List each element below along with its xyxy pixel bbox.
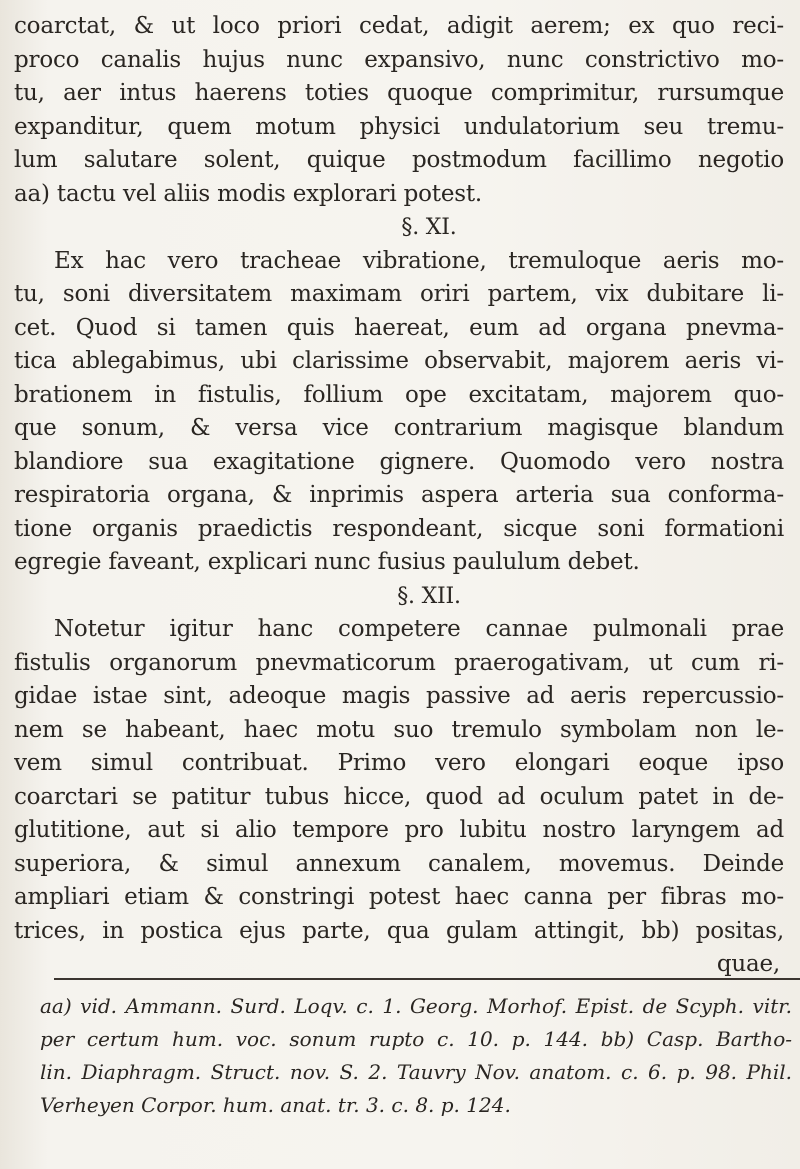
- text-line: brationem in fistulis, follium ope excitatam, majorem quo-: [14, 381, 784, 408]
- text-line: glutitione, aut si alio tempore pro lubitu nostro laryngem ad: [14, 817, 784, 843]
- text-line: coarctat, & ut loco priori cedat, adigit aerem; ex quo reci-: [14, 13, 784, 39]
- footnote-line: aa) vid. Ammann. Surd. Loqv. c. 1. Georg. Morhof. Epist. de Scyph. vitr.: [40, 994, 792, 1018]
- section-heading: §. XII.: [397, 583, 461, 609]
- text-line: egregie faveant, explicari nunc fusius paululum debet.: [14, 549, 640, 575]
- text-line: nem se habeant, haec motu suo tremulo symbolam non le-: [14, 716, 784, 743]
- text-line: tu, aer intus haerens toties quoque comprimitur, rursumque: [14, 80, 784, 106]
- text-line: expanditur, quem motum physici undulatorium seu tremu-: [14, 113, 784, 140]
- text-line: gidae istae sint, adeoque magis passive ad aeris repercussio-: [14, 683, 784, 709]
- text-line: fistulis organorum pnevmaticorum praerogativam, ut cum ri-: [14, 649, 784, 676]
- footnote-line: Verheyen Corpor. hum. anat. tr. 3. c. 8. p. 124.: [40, 1093, 511, 1117]
- text-line: coarctari se patitur tubus hicce, quod ad oculum patet in de-: [14, 783, 784, 810]
- text-line: ampliari etiam & constringi potest haec canna per fibras mo-: [14, 884, 784, 910]
- text-line: Notetur igitur hanc competere cannae pulmonali prae: [54, 616, 784, 642]
- text-line: proco canalis hujus nunc expansivo, nunc constrictivo mo-: [14, 46, 784, 73]
- section-heading: §. XI.: [401, 215, 457, 240]
- footnotes: [40, 990, 792, 1122]
- footnote-rule: [54, 978, 800, 980]
- text-line: tica ablegabimus, ubi clarissime observabit, majorem aeris vi-: [14, 348, 784, 374]
- footnote-line: lin. Diaphragm. Struct. nov. S. 2. Tauvry Nov. anatom. c. 6. p. 98. Phil.: [40, 1060, 792, 1084]
- text-line: trices, in postica ejus parte, qua gulam attingit, bb) positas,: [14, 917, 784, 944]
- footnote-line: per certum hum. voc. sonum rupto c. 10. p. 144. bb) Casp. Bartho-: [40, 1027, 792, 1051]
- text-line: Ex hac vero tracheae vibratione, tremuloque aeris mo-: [54, 247, 784, 274]
- catchword: quae,: [716, 951, 780, 977]
- text-line: tione organis praedictis respondeant, sicque soni formationi: [14, 515, 784, 542]
- body-text: [14, 10, 784, 982]
- text-line: aa) tactu vel aliis modis explorari potest.: [14, 180, 482, 207]
- text-line: que sonum, & versa vice contrarium magisque blandum: [14, 415, 784, 441]
- text-line: respiratoria organa, & inprimis aspera arteria sua conforma-: [14, 482, 784, 508]
- text-line: lum salutare solent, quique postmodum facillimo negotio: [14, 147, 784, 173]
- text-line: cet. Quod si tamen quis haereat, eum ad organa pnevma-: [14, 314, 784, 341]
- text-line: tu, soni diversitatem maximam oriri partem, vix dubitare li-: [14, 281, 784, 307]
- text-line: superiora, & simul annexum canalem, movemus. Deinde: [14, 850, 784, 877]
- text-line: blandiore sua exagitatione gignere. Quomodo vero nostra: [14, 448, 784, 475]
- text-line: vem simul contribuat. Primo vero elongari eoque ipso: [14, 750, 784, 776]
